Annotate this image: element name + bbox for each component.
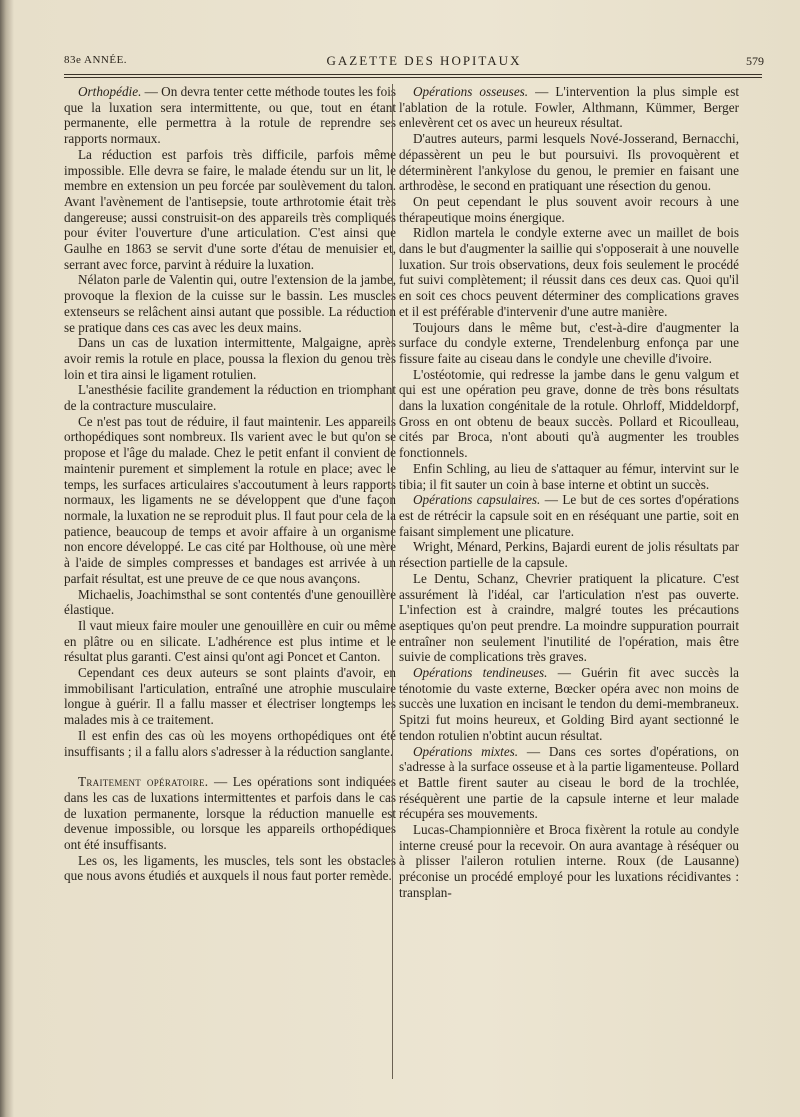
paragraph-text: Toujours dans le même but, c'est-à-dire d'augmenter la surface du condyle externe, Trendelenburg enfonça par une fissure faite au ciseau dans le condyle une cheville d'ivoire. <box>399 319 739 366</box>
paragraph <box>399 84 739 131</box>
page-number: 579 <box>746 54 764 68</box>
paragraph-text: Les os, les ligaments, les muscles, tels sont les obstacles que nous avons étudiés et auxquels il nous faut porter remède. <box>64 852 396 884</box>
paragraph-text: — Dans ces sortes d'opérations, on s'adresse à la surface osseuse et à la partie ligamenteuse. Pollard et Battle firent sauter au ciseau le bord de la trochlée, réséquèrent une partie de la capsule interne et leur malade récupéra ses mouvements. <box>399 743 739 822</box>
paragraph-text: Enfin Schling, au lieu de s'attaquer au fémur, intervint sur le tibia; il fit sauter un coin à base interne et obtint un succès. <box>399 460 739 492</box>
paragraph <box>399 225 739 319</box>
paragraph <box>64 147 396 273</box>
section-lead: Opérations tendineuses. <box>413 665 548 681</box>
paragraph <box>399 131 739 194</box>
paragraph-text: — Le but de ces sortes d'opérations est de rétrécir la capsule soit en en réséquant une partie, soit en faisant simplement une plicature. <box>399 492 739 539</box>
paragraph <box>399 492 739 539</box>
paragraph <box>64 774 396 853</box>
journal-title: GAZETTE DES HOPITAUX <box>326 53 522 68</box>
paragraph <box>399 367 739 461</box>
section-lead: Opérations mixtes. <box>413 743 519 759</box>
paragraph-text: La réduction est parfois très difficile, parfois même impossible. Elle devra se faire, le malade étendu sur un lit, le membre en extension un peu forcée par soulèvement du talon. Avant l'avènement de l'antisepsie, toute arthrotomie était très dangereuse; aussi construisit-on des appareils très compliqués pour éviter l'ouverture d'une articulation. C'est ainsi que Gaulhe en 1863 se servit d'une sorte d'étau de menuisier et, serrant avec force, parvint à réduire la luxation. <box>64 146 396 272</box>
section-lead: Opérations capsulaires. <box>413 492 541 508</box>
paragraph-text: Lucas-Championnière et Broca fixèrent la rotule au condyle interne creusé pour la recevoir. On aura avantage à réséquer ou à plisser l'aileron rotulien interne. Roux (de Lausanne) préconise un procédé employé pour les luxations récidivantes : transplan- <box>399 822 739 900</box>
paragraph <box>64 853 396 884</box>
paragraph <box>399 461 739 492</box>
left-column <box>64 84 396 884</box>
right-column <box>399 84 739 901</box>
paragraph-text: — Les opérations sont indiquées dans les cas de luxations intermittentes et parfois dans le cas de luxation permanente, lorsque la réduction manuelle est devenue impossible, ou lorsque les appareils orthopédiques ont été insuffisants. <box>64 774 396 853</box>
paragraph-text: Le Dentu, Schanz, Chevrier pratiquent la plicature. C'est assurément là l'idéal, car l'articulation n'est pas ouverte. L'infection est à craindre, malgré toutes les précautions aseptiques qu'on peut prendre. La moindre suppuration pourrait entraîner non seulement l'inutilité de l'opération, mais être suivie de complications très graves. <box>399 570 739 665</box>
paragraph <box>399 320 739 367</box>
paragraph-text: — Guérin fit avec succès la ténotomie du vaste externe, Bœcker opéra avec non moins de succès une luxation en incisant le tendon du demi-membraneux. Spitzi fut moins heureux, et Golding Bird ayant sectionné le tendon rotulien n'obtint aucun résultat. <box>399 665 739 743</box>
paragraph-text: Dans un cas de luxation intermittente, Malgaigne, après avoir remis la rotule en place, poussa la flexion du genou très loin et tira ainsi le ligament rotulien. <box>64 335 396 382</box>
paragraph <box>64 382 396 413</box>
paragraph <box>64 728 396 759</box>
paragraph <box>399 194 739 225</box>
paragraph-text: — L'intervention la plus simple est l'ablation de la rotule. Fowler, Althmann, Kümmer, Berger enlevèrent cet os avec un heureux résultat. <box>399 84 739 131</box>
paragraph-text: Ce n'est pas tout de réduire, il faut maintenir. Les appareils orthopédiques sont nombreux. Ils varient avec le but qu'on se propose et l'âge du malade. Chez le petit enfant il convient de maintenir purement et simplement la rotule en place; avec le temps, les surfaces articulaires s'accoutument à leurs rapports normaux, les ligaments ne se développent que d'une façon normale, la luxation ne se reproduit plus. Il faut pour cela de la patience, beaucoup de temps et avoir affaire à un organisme non encore développé. Le cas cité par Holthouse, où une mère à l'aide de simples compresses et bandages est arrivée à un parfait résultat, est une preuve de ce que nous avançons. <box>64 413 396 586</box>
column-divider <box>392 84 393 1079</box>
paragraph <box>64 84 396 147</box>
paragraph-text: Ridlon martela le condyle externe avec un maillet de bois dans le but d'augmenter la saillie qui s'opposerait à une nouvelle luxation. Sur trois observations, deux fois seulement le procédé fut suivi complètement; il réussit dans ces deux cas. Quoi qu'il en soit ces chocs peuvent déterminer des complications graves et il est préférable d'intervenir d'une autre manière. <box>399 225 739 319</box>
paragraph-text: L'anesthésie facilite grandement la réduction en triomphant de la contracture musculaire. <box>64 382 396 414</box>
paragraph-text: — On devra tenter cette méthode toutes les fois que la luxation sera intermittente, ou que, tout en étant permanente, elle permettra à la rotule de reprendre ses rapports normaux. <box>64 84 396 147</box>
paragraph <box>399 744 739 823</box>
paragraph <box>399 665 739 744</box>
paragraph <box>399 539 739 570</box>
paragraph-text: Nélaton parle de Valentin qui, outre l'extension de la jambe, provoque la flexion de la cuisse sur le bassin. Les muscles extenseurs se relâchent ainsi autant que possible. La réduction se pratique dans ces cas avec les deux mains. <box>64 272 396 335</box>
paragraph <box>64 587 396 618</box>
section-lead: Orthopédie. <box>78 84 142 99</box>
paragraph <box>399 571 739 665</box>
section-lead: Opérations osseuses. <box>413 84 529 99</box>
paragraph-text: Wright, Ménard, Perkins, Bajardi eurent de jolis résultats par résection partielle de la capsule. <box>399 539 739 571</box>
paragraph <box>64 414 396 587</box>
paragraph-text: Cependant ces deux auteurs se sont plaints d'avoir, en immobilisant l'articulation, entraîné une atrophie musculaire longue à guérir. Il a fallu masser et électriser longtemps les malades mis à ce traitement. <box>64 665 396 728</box>
header-rule <box>64 74 762 78</box>
paragraph <box>64 665 396 728</box>
paragraph-text: Il est enfin des cas où les moyens orthopédiques ont été insuffisants ; il a fallu alors s'adresser à la réduction sanglante. <box>64 727 396 759</box>
volume-year: 83e ANNÉE. <box>64 54 128 66</box>
paragraph <box>64 272 396 335</box>
page-header <box>64 50 764 72</box>
paragraph-text: Michaelis, Joachimsthal se sont contentés d'une genouillère élastique. <box>64 586 396 618</box>
paragraph-text: On peut cependant le plus souvent avoir recours à une thérapeutique moins énergique. <box>399 193 739 225</box>
paragraph <box>64 335 396 382</box>
paragraph-text: D'autres auteurs, parmi lesquels Nové-Josserand, Bernacchi, dépassèrent un peu le but poursuivi. Ils provoquèrent et déterminèrent l'ankylose du genou, le premier en faisant une arthrodèse, le second en pratiquant une résection du genou. <box>399 131 739 194</box>
paragraph <box>399 822 739 901</box>
paragraph-text: L'ostéotomie, qui redresse la jambe dans le genu valgum et qui est une opération peu grave, donne de très bons résultats dans la luxation congénitale de la rotule. Ohrloff, Middeldorpf, Gross en ont obtenu de beaux succès. Pollard et Ricoulleau, cités par Broca, n'ont abouti qu'à augmenter les troubles fonctionnels. <box>399 366 739 461</box>
paragraph-text: Il vaut mieux faire mouler une genouillère en cuir ou même en plâtre ou en silicate. L'adhérence est plus intime et le résultat plus garanti. C'est ainsi qu'ont agi Poncet et Canton. <box>64 617 396 665</box>
section-heading: Traitement opératoire. <box>78 774 209 790</box>
paragraph <box>64 618 396 665</box>
